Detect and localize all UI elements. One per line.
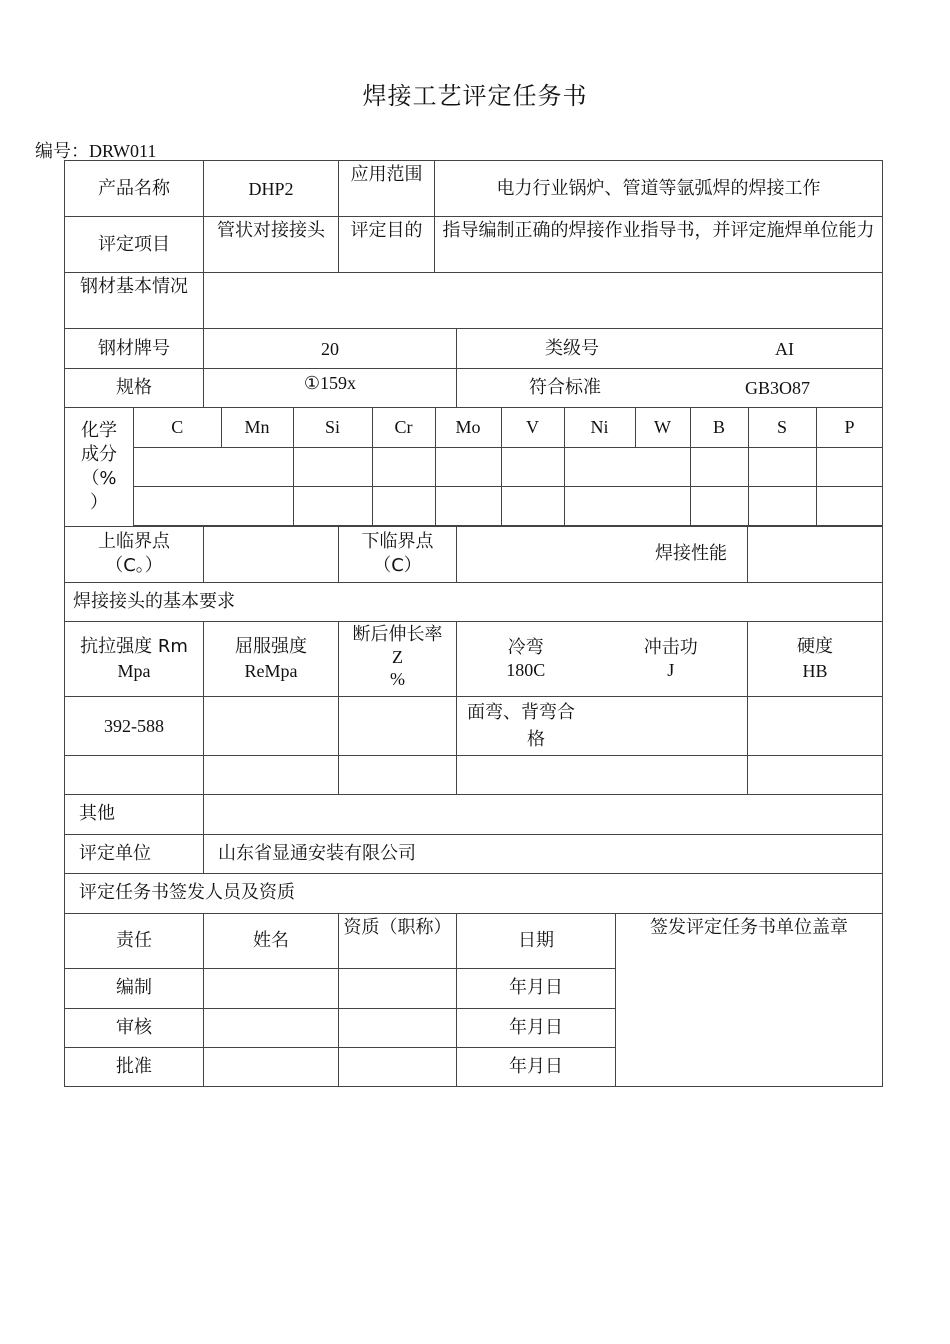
element-si: Si bbox=[293, 408, 372, 447]
elongation-unit: % bbox=[390, 668, 405, 689]
chem-value-cell bbox=[372, 447, 435, 486]
issuer-role: 编制 bbox=[65, 968, 204, 1008]
chem-value-cell bbox=[293, 447, 372, 486]
chem-value-cell bbox=[372, 486, 435, 525]
element-mn: Mn bbox=[221, 408, 293, 447]
hardness-header bbox=[748, 621, 883, 696]
impact-energy-title: 冲击功 bbox=[643, 636, 698, 658]
scope-label: 应用范围 bbox=[339, 161, 435, 217]
upper-critical-point-label bbox=[65, 526, 204, 582]
chem-value-cell bbox=[501, 447, 564, 486]
lower-critical-unit: （C） bbox=[373, 555, 422, 576]
document-number-label: 编号： bbox=[35, 141, 89, 162]
other-label: 其他 bbox=[65, 794, 204, 834]
element-ni: Ni bbox=[564, 408, 635, 447]
steel-section-value bbox=[204, 273, 883, 329]
evaluation-item-value: 管状对接接头 bbox=[204, 217, 339, 273]
steel-class-cell bbox=[457, 329, 883, 369]
issuer-date: 年月日 bbox=[457, 1008, 616, 1047]
issuer-name bbox=[204, 968, 339, 1008]
spec-value: ①159x bbox=[204, 369, 457, 408]
yield-strength-header bbox=[204, 621, 339, 696]
tensile-strength-value: 392-588 bbox=[65, 696, 204, 755]
qualification-header: 资质（职称） bbox=[339, 913, 457, 968]
issuer-name bbox=[204, 1047, 339, 1086]
element-s: S bbox=[748, 408, 816, 447]
bend-test-value bbox=[457, 696, 748, 755]
chem-value-cell bbox=[748, 486, 816, 525]
chem-label-line: ） bbox=[90, 491, 108, 513]
lower-critical-line: 下临界点 bbox=[361, 531, 434, 552]
element-v: V bbox=[501, 408, 564, 447]
product-name-label: 产品名称 bbox=[65, 161, 204, 217]
element-mo: Mo bbox=[435, 408, 501, 447]
product-name-value: DHP2 bbox=[204, 161, 339, 217]
seal-area: 签发评定任务书单位盖章 bbox=[616, 913, 883, 1086]
element-b: B bbox=[690, 408, 748, 447]
evaluation-purpose-label: 评定目的 bbox=[339, 217, 435, 273]
spec-label: 规格 bbox=[65, 369, 204, 408]
blank-cell bbox=[65, 755, 204, 794]
chem-value-cell bbox=[564, 447, 690, 486]
role-header: 责任 bbox=[65, 913, 204, 968]
steel-class-value: AI bbox=[775, 338, 795, 359]
cold-bend-title: 冷弯 bbox=[507, 636, 544, 658]
issuer-role: 批准 bbox=[65, 1047, 204, 1086]
issuer-qualification bbox=[339, 1047, 457, 1086]
steel-section-label: 钢材基本情况 bbox=[65, 273, 204, 329]
issuer-qualification bbox=[339, 968, 457, 1008]
upper-critical-line: 上临界点 bbox=[98, 531, 170, 552]
element-p: P bbox=[816, 408, 883, 447]
chem-value-cell bbox=[748, 447, 816, 486]
bend-impact-header bbox=[457, 621, 748, 696]
chem-value-cell bbox=[816, 486, 883, 525]
chem-elements-table bbox=[134, 408, 883, 526]
element-w: W bbox=[635, 408, 690, 447]
chem-label-line: 成分 bbox=[81, 443, 117, 465]
chem-value-cell bbox=[293, 486, 372, 525]
chem-value-cell bbox=[564, 486, 690, 525]
assignment-form-table bbox=[64, 160, 883, 1087]
evaluation-unit-label: 评定单位 bbox=[65, 834, 204, 873]
bend-test-line: 面弯、背弯合 bbox=[467, 701, 575, 723]
chem-value-cell bbox=[690, 447, 748, 486]
evaluation-unit-value: 山东省显通安装有限公司 bbox=[204, 834, 883, 873]
scope-value: 电力行业锅炉、管道等氩弧焊的焊接工作 bbox=[435, 161, 883, 217]
weldability-label: 焊接性能 bbox=[457, 526, 748, 582]
yield-strength-title: 屈服强度 bbox=[235, 635, 307, 657]
elongation-value bbox=[339, 696, 457, 755]
cold-bend-angle: 180C bbox=[506, 659, 546, 680]
standard-label: 符合标准 bbox=[529, 377, 601, 398]
document-title: 焊接工艺评定任务书 bbox=[362, 82, 588, 110]
steel-class-label: 类级号 bbox=[545, 337, 599, 359]
document-number-value: DRW011 bbox=[89, 141, 157, 161]
chem-composition-grid bbox=[134, 408, 883, 527]
blank-cell bbox=[204, 755, 339, 794]
chem-value-cell bbox=[134, 447, 293, 486]
chem-value-cell bbox=[435, 486, 501, 525]
impact-energy-unit: J bbox=[667, 659, 675, 680]
other-value bbox=[204, 794, 883, 834]
chem-value-cell bbox=[134, 486, 293, 525]
chem-value-cell bbox=[690, 486, 748, 525]
issuer-name bbox=[204, 1008, 339, 1047]
bend-test-line: 格 bbox=[527, 728, 545, 750]
steel-grade-label: 钢材牌号 bbox=[65, 329, 204, 369]
issuer-date: 年月日 bbox=[457, 968, 616, 1008]
issuer-qualification bbox=[339, 1008, 457, 1047]
standard-value: GB3O87 bbox=[745, 378, 811, 398]
blank-cell bbox=[457, 755, 748, 794]
element-c: C bbox=[134, 408, 221, 447]
chem-value-cell bbox=[816, 447, 883, 486]
hardness-title: 硬度 bbox=[797, 635, 834, 657]
chem-composition-label bbox=[65, 408, 134, 527]
element-cr: Cr bbox=[372, 408, 435, 447]
chem-value-cell bbox=[435, 447, 501, 486]
issuer-role: 审核 bbox=[65, 1008, 204, 1047]
evaluation-purpose-value: 指导编制正确的焊接作业指导书，并评定施焊单位能力 bbox=[435, 217, 883, 273]
elongation-header bbox=[339, 621, 457, 696]
issuer-section-label: 评定任务书签发人员及资质 bbox=[65, 873, 883, 913]
chem-label-line: 化学 bbox=[81, 419, 117, 441]
tensile-strength-title: 抗拉强度 Rm bbox=[80, 635, 188, 657]
issuer-date: 年月日 bbox=[457, 1047, 616, 1086]
standard-cell bbox=[457, 369, 883, 408]
name-header: 姓名 bbox=[204, 913, 339, 968]
hardness-unit: HB bbox=[802, 660, 828, 681]
upper-critical-point-value bbox=[204, 526, 339, 582]
chem-value-cell bbox=[501, 486, 564, 525]
steel-grade-value: 20 bbox=[204, 329, 457, 369]
tensile-strength-header bbox=[65, 621, 204, 696]
blank-cell bbox=[339, 755, 457, 794]
date-header: 日期 bbox=[457, 913, 616, 968]
upper-critical-unit: （C。） bbox=[105, 555, 163, 576]
yield-strength-unit: ReMpa bbox=[244, 660, 298, 681]
blank-cell bbox=[748, 755, 883, 794]
hardness-value bbox=[748, 696, 883, 755]
yield-strength-value bbox=[204, 696, 339, 755]
elongation-symbol: Z bbox=[392, 646, 403, 667]
lower-critical-point-label bbox=[339, 526, 457, 582]
joint-requirements-section: 焊接接头的基本要求 bbox=[65, 582, 883, 621]
evaluation-item-label: 评定项目 bbox=[65, 217, 204, 273]
chem-label-line: （% bbox=[81, 467, 117, 489]
elongation-title: 断后伸长率 bbox=[352, 623, 443, 645]
tensile-strength-unit: Mpa bbox=[117, 660, 151, 681]
weldability-value bbox=[748, 526, 883, 582]
